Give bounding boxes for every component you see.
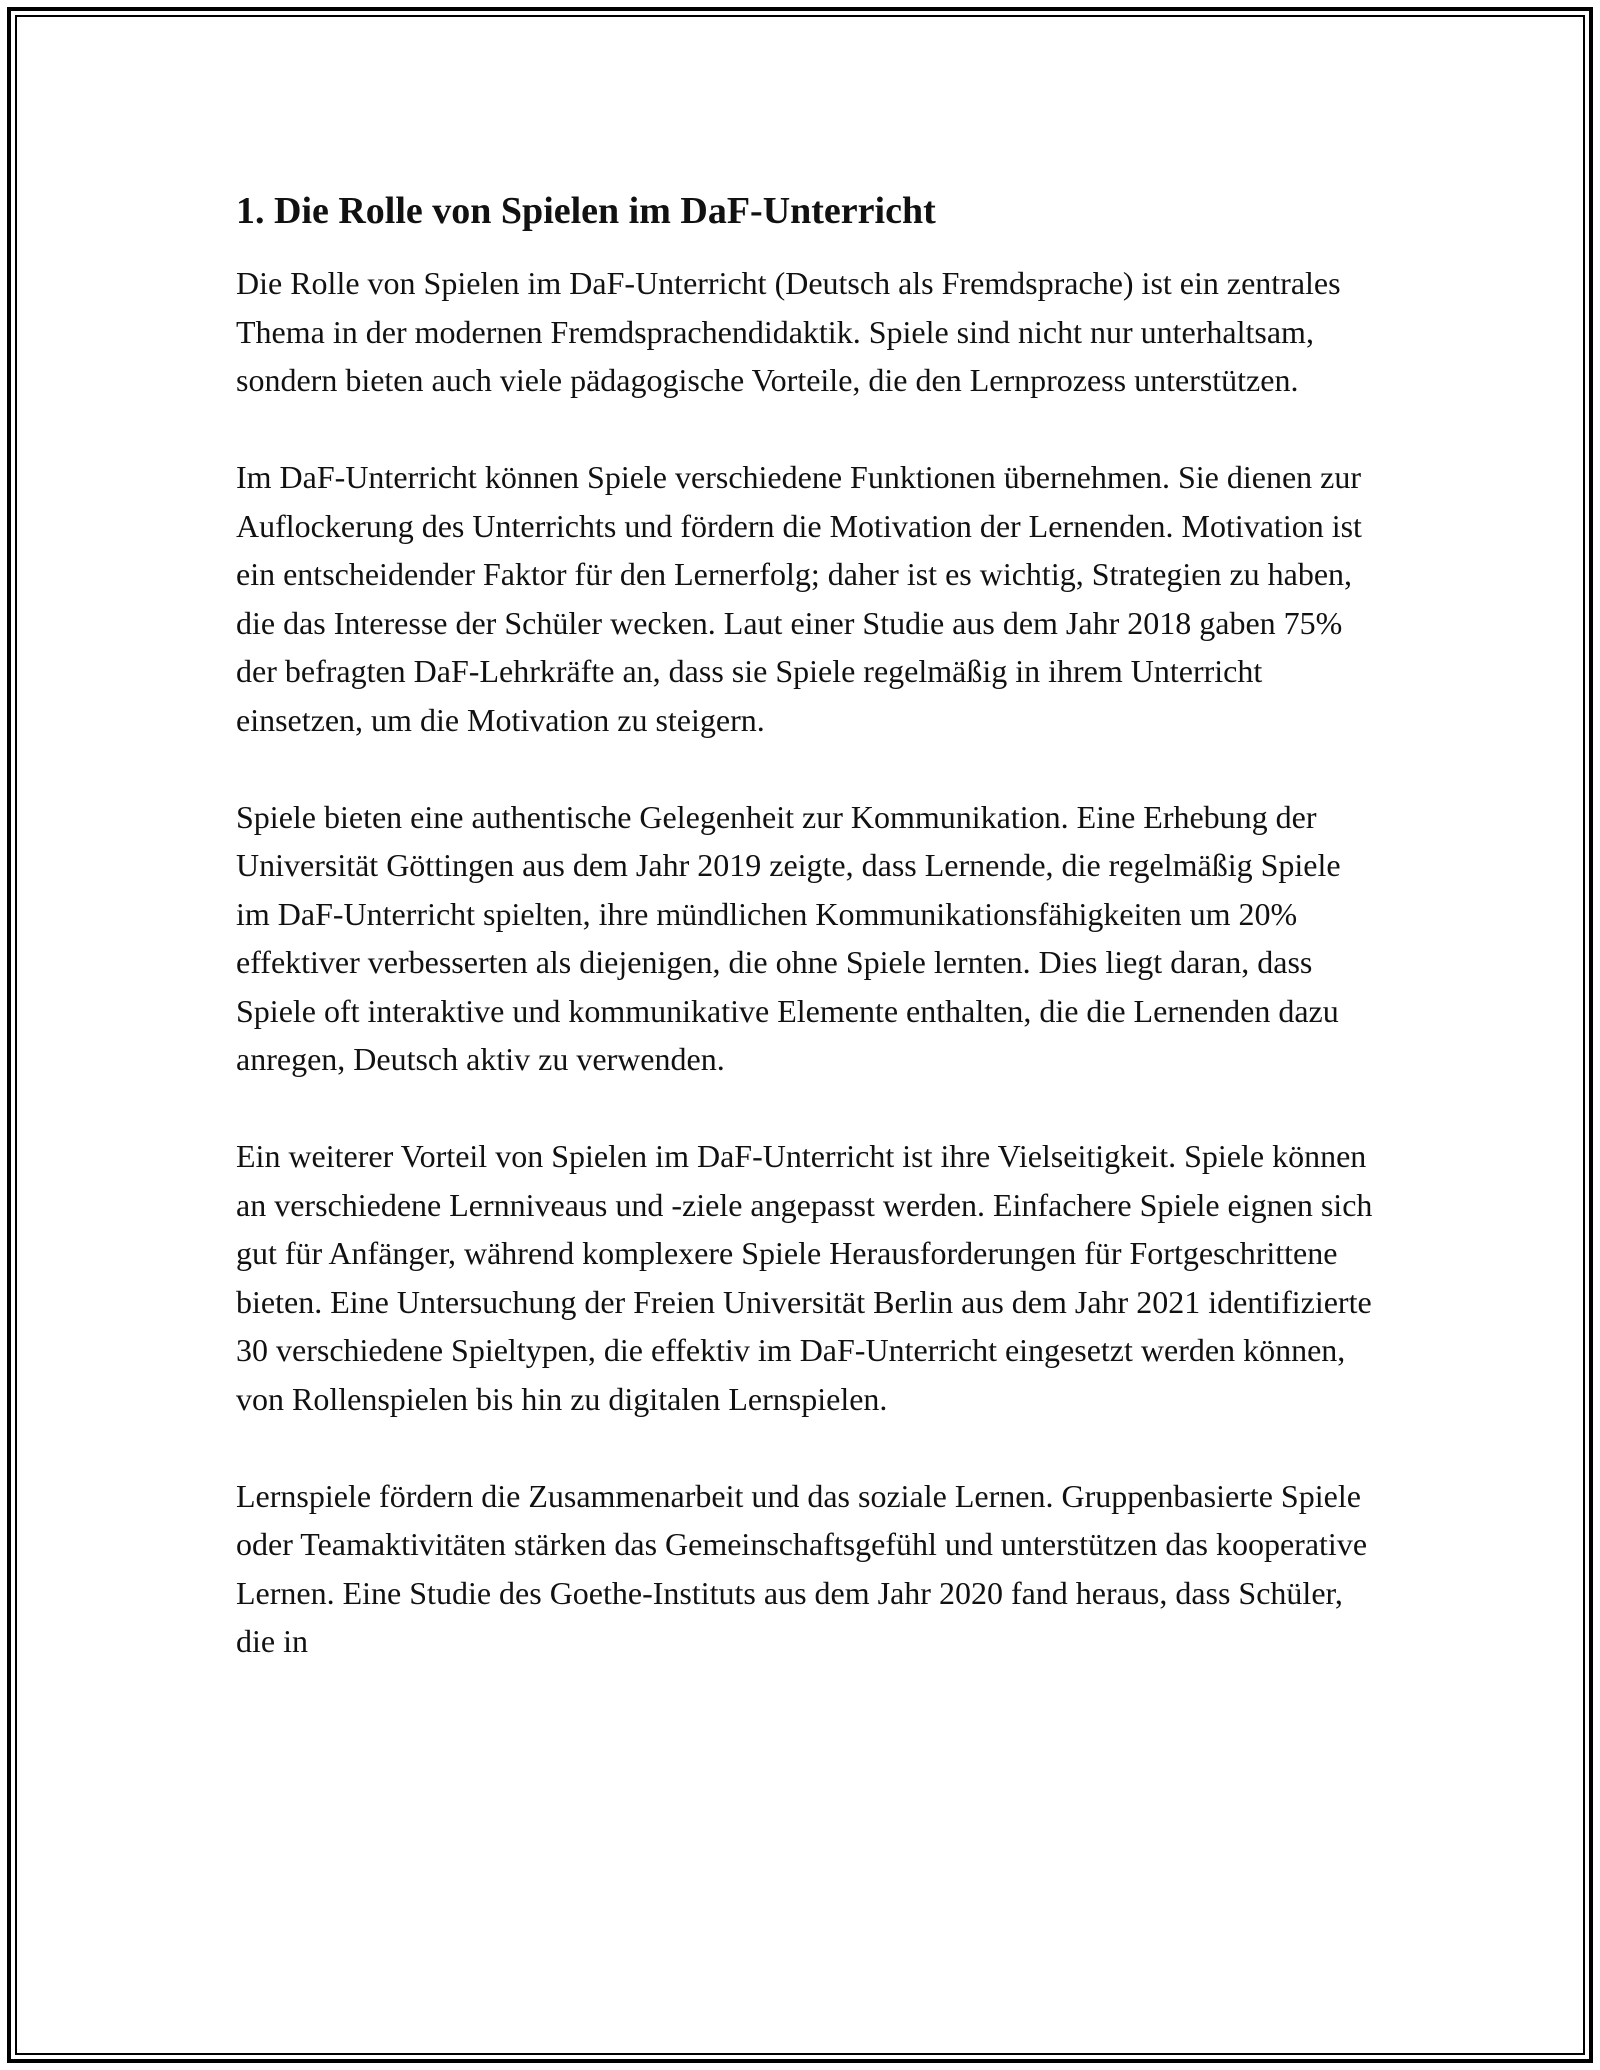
paragraph: Ein weiterer Vorteil von Spielen im DaF-Unterricht ist ihre Vielseitigkeit. Spiele können an verschiedene Lernniveaus und -ziele angepasst werden. Einfachere Spiele eignen sich gut für Anfänger, während komplexere Spiele Herausforderungen für Fortgeschrittene bieten. Eine Untersuchung der Freien Universität Berlin aus dem Jahr 2021 identifizierte 30 verschiedene Spieltypen, die effektiv im DaF-Unterricht eingesetzt werden können, von Rollenspielen bis hin zu digitalen Lernspielen.: [236, 1138, 1373, 1417]
section-heading: 1. Die Rolle von Spielen im DaF-Unterricht: [236, 190, 936, 232]
paragraph: Im DaF-Unterricht können Spiele verschiedene Funktionen übernehmen. Sie dienen zur Auflockerung des Unterrichts und fördern die Motivation der Lernenden. Motivation ist ein entscheidender Faktor für den Lernerfolg; daher ist es wichtig, Strategien zu haben, die das Interesse der Schüler wecken. Laut einer Studie aus dem Jahr 2018 gaben 75% der befragten DaF-Lehrkräfte an, dass sie Spiele regelmäßig in ihrem Unterricht einsetzen, um die Motivation zu steigern.: [236, 459, 1362, 738]
paragraph: Spiele bieten eine authentische Gelegenheit zur Kommunikation. Eine Erhebung der Universität Göttingen aus dem Jahr 2019 zeigte, dass Lernende, die regelmäßig Spiele im DaF-Unterricht spielten, ihre mündlichen Kommunikationsfähigkeiten um 20% effektiver verbesserten als diejenigen, die ohne Spiele lernten. Dies liegt daran, dass Spiele oft interaktive und kommunikative Elemente enthalten, die die Lernenden dazu anregen, Deutsch aktiv zu verwenden.: [236, 798, 1341, 1077]
paragraph: Die Rolle von Spielen im DaF-Unterricht (Deutsch als Fremdsprache) ist ein zentrales Thema in der modernen Fremdsprachendidaktik. Spiele sind nicht nur unterhaltsam, sondern bieten auch viele pädagogische Vorteile, die den Lernprozess unterstützen.: [236, 265, 1341, 398]
paragraph: Lernspiele fördern die Zusammenarbeit und das soziale Lernen. Gruppenbasierte Spiele oder Teamaktivitäten stärken das Gemeinschaftsgefühl und unterstützen das kooperative Lernen. Eine Studie des Goethe-Instituts aus dem Jahr 2020 fand heraus, dass Schüler, die in: [236, 1477, 1368, 1659]
document-body: [236, 185, 1376, 1714]
